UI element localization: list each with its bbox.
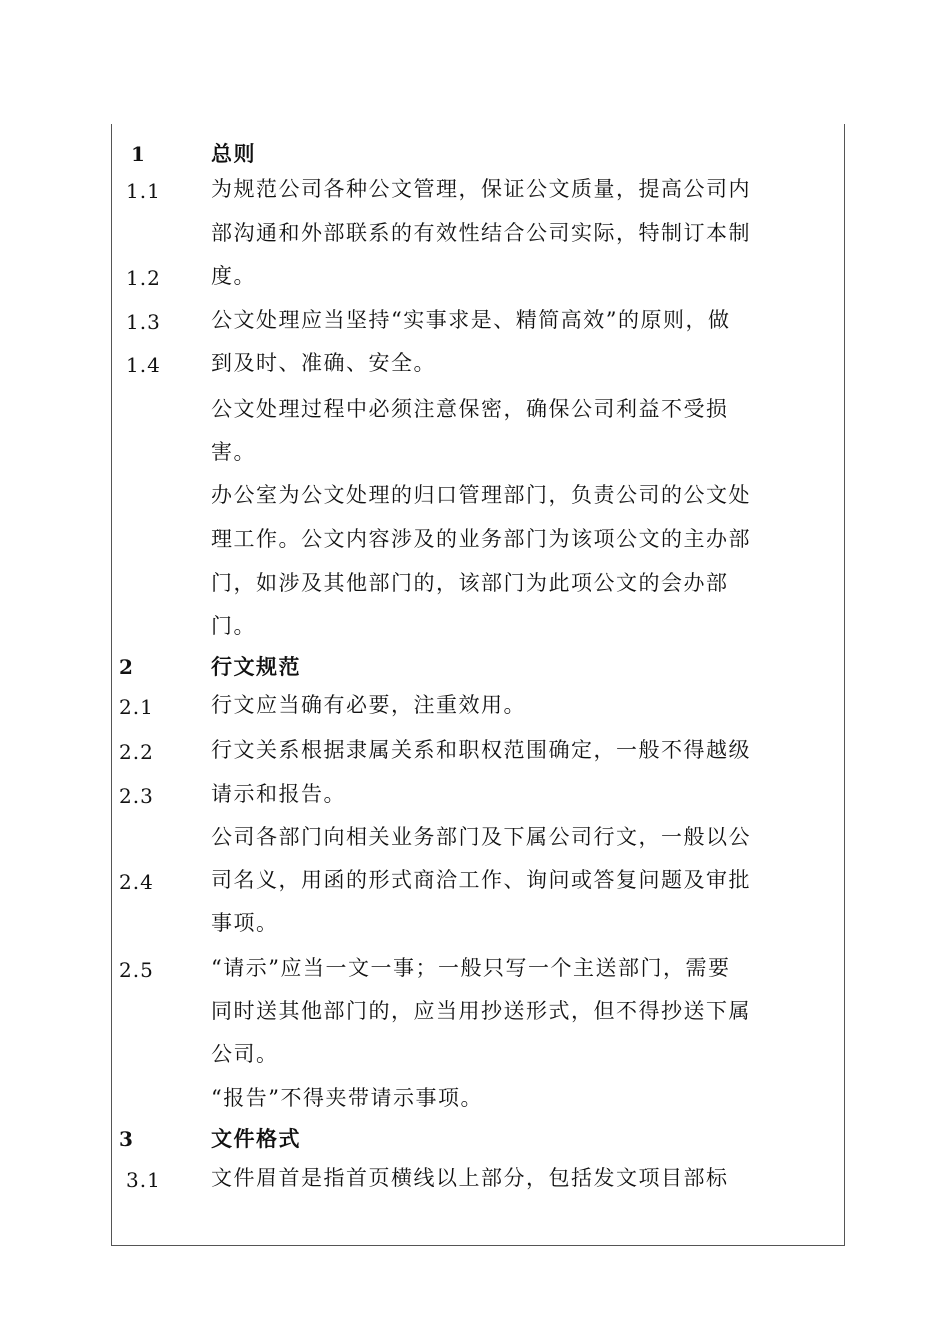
section-number: 1 (131, 142, 146, 166)
clause-number: 1.3 (126, 310, 161, 334)
paragraph-line: 司名义，用函的形式商洽工作、询问或答复问题及审批 (211, 868, 751, 892)
paragraph-line: 为规范公司各种公文管理，保证公文质量，提高公司内 (211, 177, 751, 201)
paragraph-line: 门，如涉及其他部门的，该部门为此项公文的会办部 (211, 571, 729, 595)
section-title: 行文规范 (211, 654, 301, 679)
paragraph-line: 门。 (211, 614, 256, 638)
paragraph-line: 到及时、准确、安全。 (211, 351, 436, 375)
clause-number: 2.3 (119, 784, 154, 808)
section-title: 文件格式 (211, 1126, 301, 1151)
section-number: 3 (119, 1127, 134, 1151)
paragraph-line: 行文关系根据隶属关系和职权范围确定，一般不得越级 (211, 738, 751, 762)
paragraph-line: 公文处理过程中必须注意保密，确保公司利益不受损 (211, 397, 729, 421)
clause-number: 1.4 (126, 353, 161, 377)
paragraph-line: 度。 (211, 264, 256, 288)
clause-number: 3.1 (126, 1168, 161, 1192)
paragraph-line: 公司各部门向相关业务部门及下属公司行文，一般以公 (211, 825, 751, 849)
paragraph-line: 行文应当确有必要，注重效用。 (211, 693, 526, 717)
clause-number: 2.4 (119, 870, 154, 894)
paragraph-line: 办公室为公文处理的归口管理部门，负责公司的公文处 (211, 483, 751, 507)
section-title: 总则 (211, 141, 256, 166)
paragraph-line: 部沟通和外部联系的有效性结合公司实际，特制订本制 (211, 221, 751, 245)
clause-number: 1.2 (126, 266, 161, 290)
paragraph-line: 文件眉首是指首页横线以上部分，包括发文项目部标 (211, 1166, 729, 1190)
paragraph-line: 理工作。公文内容涉及的业务部门为该项公文的主办部 (211, 527, 751, 551)
paragraph-line: 事项。 (211, 911, 279, 935)
paragraph-line: “报告”不得夹带请示事项。 (211, 1086, 483, 1110)
section-number: 2 (119, 655, 134, 679)
paragraph-line: “请示”应当一文一事；一般只写一个主送部门，需要 (211, 956, 731, 980)
paragraph-line: 害。 (211, 440, 256, 464)
document-frame (111, 124, 845, 1246)
clause-number: 2.5 (119, 958, 154, 982)
paragraph-line: 公司。 (211, 1042, 279, 1066)
clause-number: 2.1 (119, 695, 154, 719)
paragraph-line: 公文处理应当坚持“实事求是、精简高效”的原则，做 (211, 308, 731, 332)
paragraph-line: 同时送其他部门的，应当用抄送形式，但不得抄送下属 (211, 999, 751, 1023)
paragraph-line: 请示和报告。 (211, 782, 346, 806)
clause-number: 1.1 (126, 179, 161, 203)
clause-number: 2.2 (119, 740, 154, 764)
